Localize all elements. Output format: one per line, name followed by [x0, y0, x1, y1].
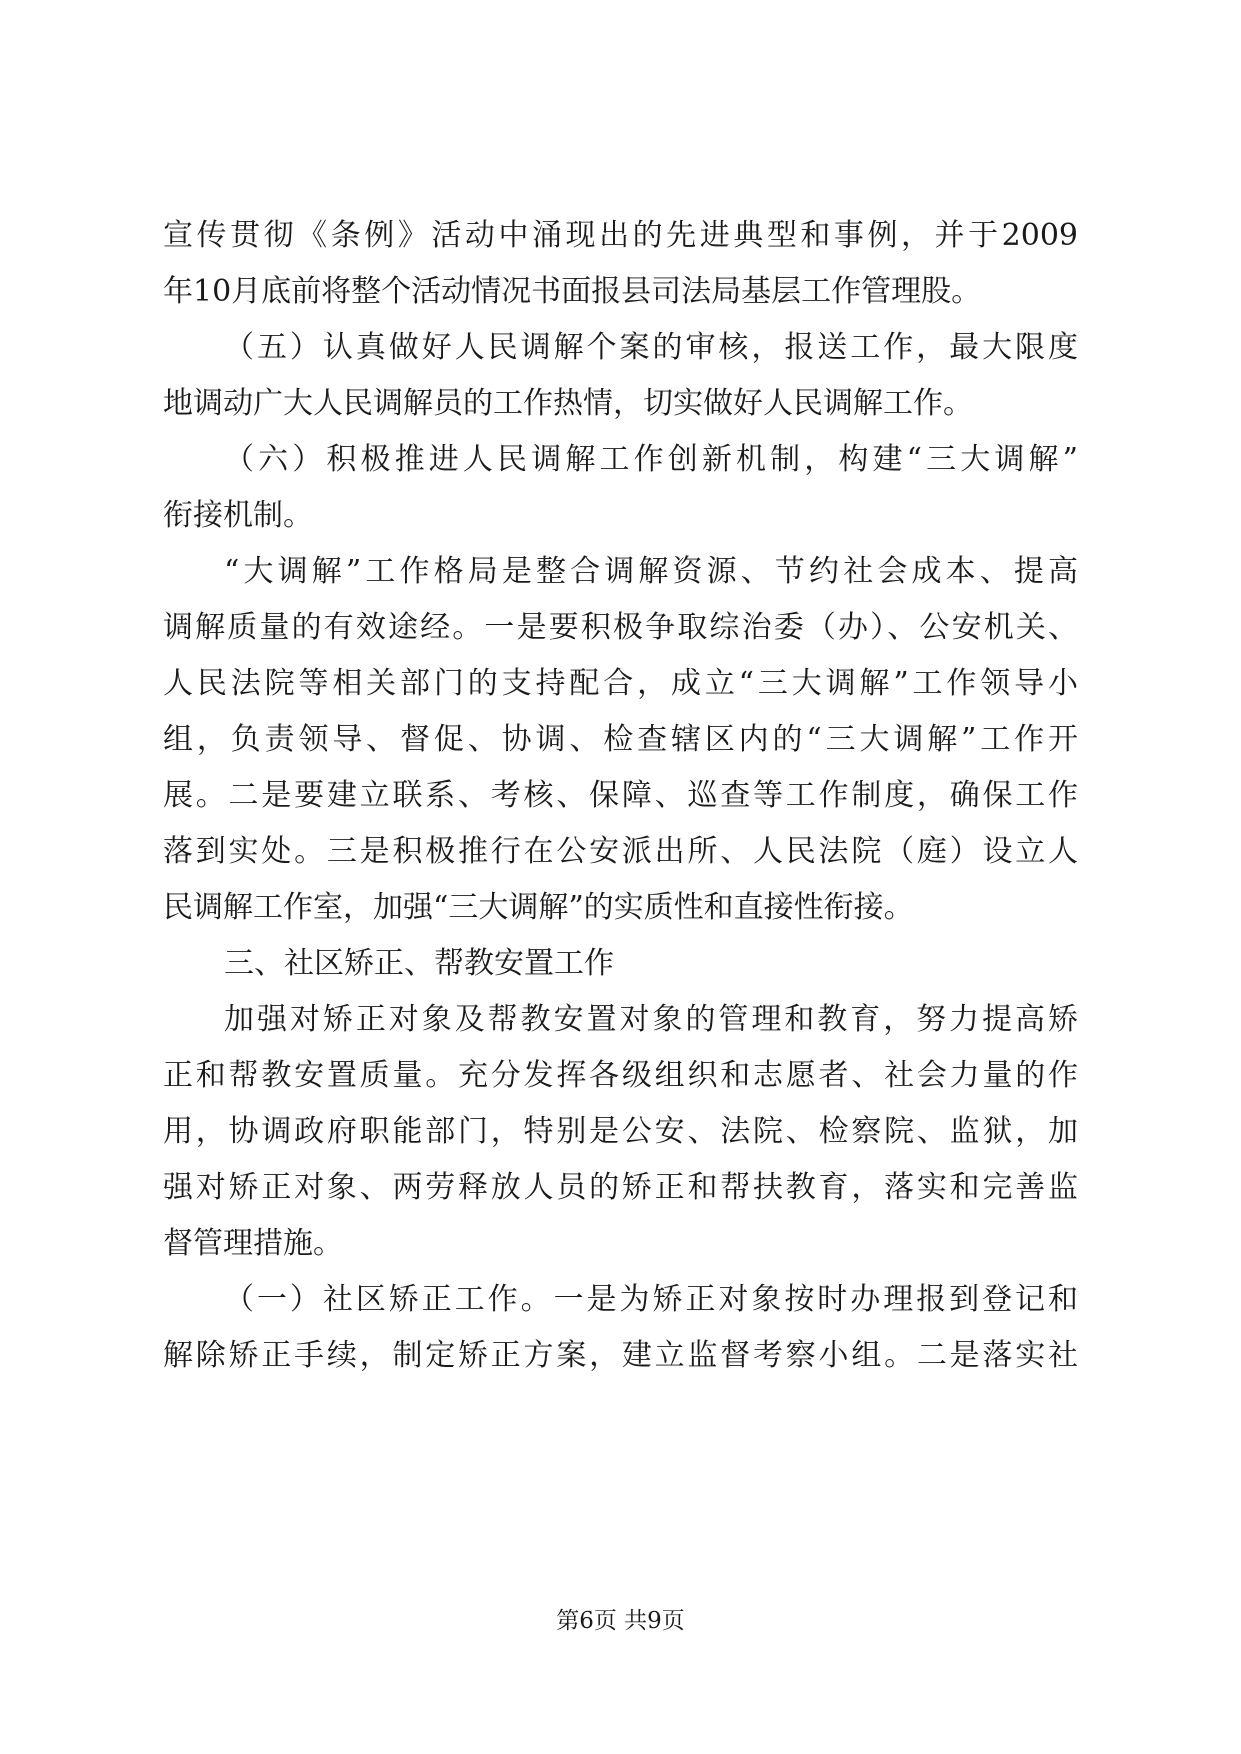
section-heading: 三、社区矫正、帮教安置工作 [224, 946, 614, 981]
text-line: 衔接机制。 [163, 498, 313, 533]
text-line: “大调解”工作格局是整合调解资源、节约社会成本、提高 [224, 554, 1078, 589]
text-line: 宣传贯彻《条例》活动中涌现出的先进典型和事例，并于2009 [163, 218, 1078, 253]
text-line: 督管理措施。 [163, 1226, 343, 1261]
page-number-footer: 第6页 共9页 [556, 1608, 685, 1634]
text-line: 组，负责领导、督促、协调、检查辖区内的“三大调解”工作开 [163, 722, 1078, 757]
text-line: 调解质量的有效途经。一是要积极争取综治委（办）、公安机关、 [163, 610, 1078, 645]
text-line: 民调解工作室，加强“三大调解”的实质性和直接性衔接。 [163, 890, 914, 925]
text-line: 展。二是要建立联系、考核、保障、巡查等工作制度，确保工作 [163, 778, 1078, 813]
text-line: （五）认真做好人民调解个案的审核，报送工作，最大限度 [224, 330, 1078, 365]
text-line: 年10月底前将整个活动情况书面报县司法局基层工作管理股。 [163, 274, 982, 309]
text-line: 正和帮教安置质量。充分发挥各级组织和志愿者、社会力量的作 [163, 1058, 1078, 1093]
text-line: 解除矫正手续，制定矫正方案，建立监督考察小组。二是落实社 [163, 1338, 1078, 1373]
text-line: 人民法院等相关部门的支持配合，成立“三大调解”工作领导小 [163, 666, 1078, 701]
text-line: 加强对矫正对象及帮教安置对象的管理和教育，努力提高矫 [224, 1002, 1078, 1037]
text-line: 强对矫正对象、两劳释放人员的矫正和帮扶教育，落实和完善监 [163, 1170, 1078, 1205]
text-line: 落到实处。三是积极推行在公安派出所、人民法院（庭）设立人 [163, 834, 1078, 869]
text-line: （六）积极推进人民调解工作创新机制，构建“三大调解” [224, 442, 1078, 477]
text-line: （一）社区矫正工作。一是为矫正对象按时办理报到登记和 [224, 1282, 1078, 1317]
text-line: 地调动广大人民调解员的工作热情，切实做好人民调解工作。 [163, 386, 973, 421]
text-line: 用，协调政府职能部门，特别是公安、法院、检察院、监狱，加 [163, 1114, 1078, 1149]
